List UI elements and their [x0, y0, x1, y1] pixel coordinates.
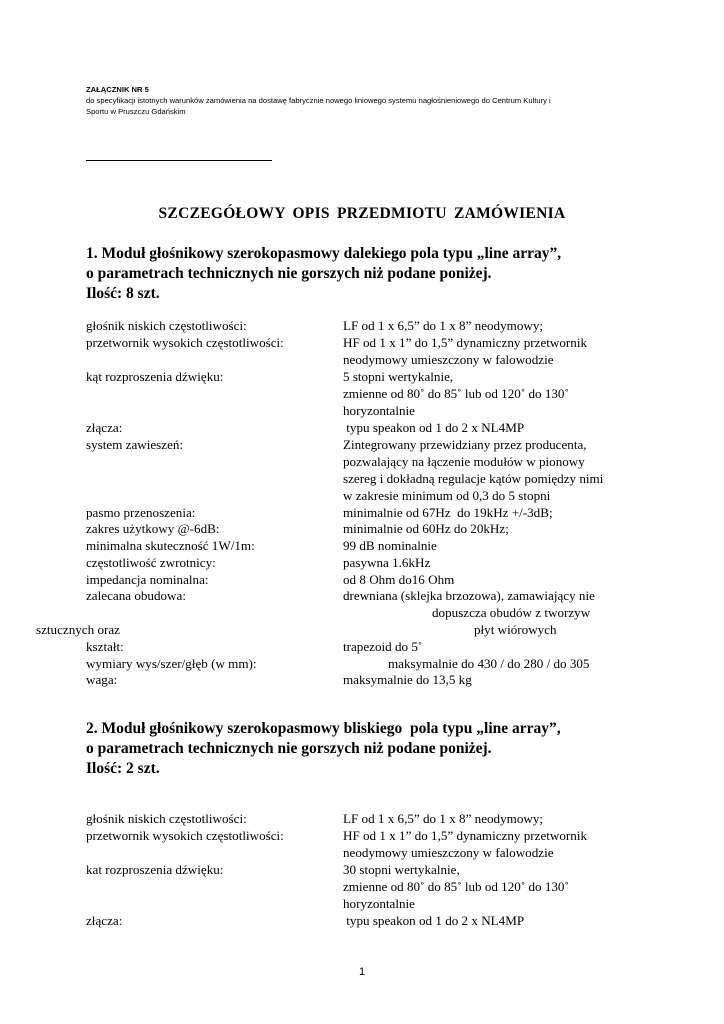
spec-label: wymiary wys/szer/głęb (w mm): [86, 656, 257, 671]
spec-value: pasywna 1.6kHz [343, 555, 431, 570]
spec-label: kat rozproszenia dźwięku: [86, 862, 224, 877]
spec-label: przetwornik wysokich częstotliwości: [86, 828, 284, 843]
attachment-title: ZAŁĄCZNIK NR 5 [86, 85, 149, 94]
spec-value: trapezoid do 5˚ [343, 639, 423, 654]
spec-label: złącza: [86, 420, 123, 435]
spec-value: od 8 Ohm do16 Ohm [343, 572, 455, 587]
spec-value: neodymowy umieszczony w falowodzie [343, 352, 554, 367]
spec-value: płyt wiórowych [474, 622, 557, 637]
page-title: SZCZEGÓŁOWY OPIS PRZEDMIOTU ZAMÓWIENIA [158, 205, 566, 222]
spec-value: HF od 1 x 1” do 1,5” dynamiczny przetwornik [343, 335, 587, 350]
spec-value: typu speakon od 1 do 2 x NL4MP [343, 420, 525, 435]
spec-value: horyzontalnie [343, 403, 415, 418]
spec-label: głośnik niskich częstotliwości: [86, 318, 247, 333]
spec-value: neodymowy umieszczony w falowodzie [343, 845, 554, 860]
spec-value: zmienne od 80˚ do 85˚ lub od 120˚ do 130˚ [343, 386, 569, 401]
section1-heading [86, 244, 561, 304]
page-number: 1 [358, 966, 366, 978]
spec-value: LF od 1 x 6,5” do 1 x 8” neodymowy; [343, 811, 544, 826]
spec-label: kształt: [86, 639, 124, 654]
spec-value: minimalnie od 60Hz do 20kHz; [343, 521, 509, 536]
spec-label: złącza: [86, 913, 123, 928]
spec-value: sztucznych oraz [36, 622, 120, 637]
spec-value: 5 stopni wertykalnie, [343, 369, 454, 384]
spec-label: kąt rozproszenia dźwięku: [86, 369, 224, 384]
spec-label: minimalna skuteczność 1W/1m: [86, 538, 255, 553]
spec-label: impedancja nominalna: [86, 572, 209, 587]
spec-value: HF od 1 x 1” do 1,5” dynamiczny przetwornik [343, 828, 587, 843]
spec-value: minimalnie od 67Hz do 19kHz +/-3dB; [343, 505, 553, 520]
spec-label: przetwornik wysokich częstotliwości: [86, 335, 284, 350]
spec-value: horyzontalnie [343, 896, 415, 911]
spec-value: typu speakon od 1 do 2 x NL4MP [343, 913, 525, 928]
section2-heading-line2: o parametrach technicznych nie gorszych niż podane poniżej. [86, 740, 492, 757]
spec-label: częstotliwość zwrotnicy: [86, 555, 216, 570]
spec-value: LF od 1 x 6,5” do 1 x 8” neodymowy; [343, 318, 544, 333]
spec-label: zakres użytkowy @-6dB: [86, 521, 220, 536]
spec-label: pasmo przenoszenia: [86, 505, 196, 520]
spec-value: szereg i dokładną regulacje kątów pomiędzy nimi [343, 471, 604, 486]
attachment-desc-line1: do specyfikacji istotnych warunków zamówienia na dostawę fabrycznie nowego liniowego systemu nagłośnieniowego do Centrum Kultury i [86, 96, 551, 105]
spec-value: 99 dB nominalnie [343, 538, 437, 553]
section1-heading-line2: o parametrach technicznych nie gorszych niż podane poniżej. [86, 265, 492, 282]
section2-heading-line3: Ilość: 2 szt. [86, 760, 160, 777]
spec-value: w zakresie minimum od 0,3 do 5 stopni [343, 488, 551, 503]
header-divider [86, 160, 272, 161]
spec-value: maksymalnie do 430 / do 280 / do 305 [388, 656, 590, 671]
attachment-desc-line2: Sportu w Pruszczu Gdańskim [86, 107, 186, 116]
spec-value: pozwalający na łączenie modułów w pionowy [343, 454, 585, 469]
section2-heading-line1: 2. Moduł głośnikowy szerokopasmowy bliskiego pola typu „line array”, [86, 720, 561, 737]
spec-value: dopuszcza obudów z tworzyw [432, 605, 591, 620]
spec-label: zalecana obudowa: [86, 588, 186, 603]
spec-value: Zintegrowany przewidziany przez producenta, [343, 437, 587, 452]
section2-heading [86, 719, 561, 779]
spec-label: głośnik niskich częstotliwości: [86, 811, 247, 826]
section1-heading-line3: Ilość: 8 szt. [86, 285, 160, 302]
spec-value: drewniana (sklejka brzozowa), zamawiający nie [343, 588, 595, 603]
spec-label: waga: [86, 672, 118, 687]
spec-value: maksymalnie do 13,5 kg [343, 672, 472, 687]
spec-label: system zawieszeń: [86, 437, 184, 452]
spec-value: 30 stopni wertykalnie, [343, 862, 460, 877]
section1-heading-line1: 1. Moduł głośnikowy szerokopasmowy dalekiego pola typu „line array”, [86, 245, 562, 262]
attachment-header [86, 84, 686, 117]
spec-value: zmienne od 80˚ do 85˚ lub od 120˚ do 130˚ [343, 879, 569, 894]
